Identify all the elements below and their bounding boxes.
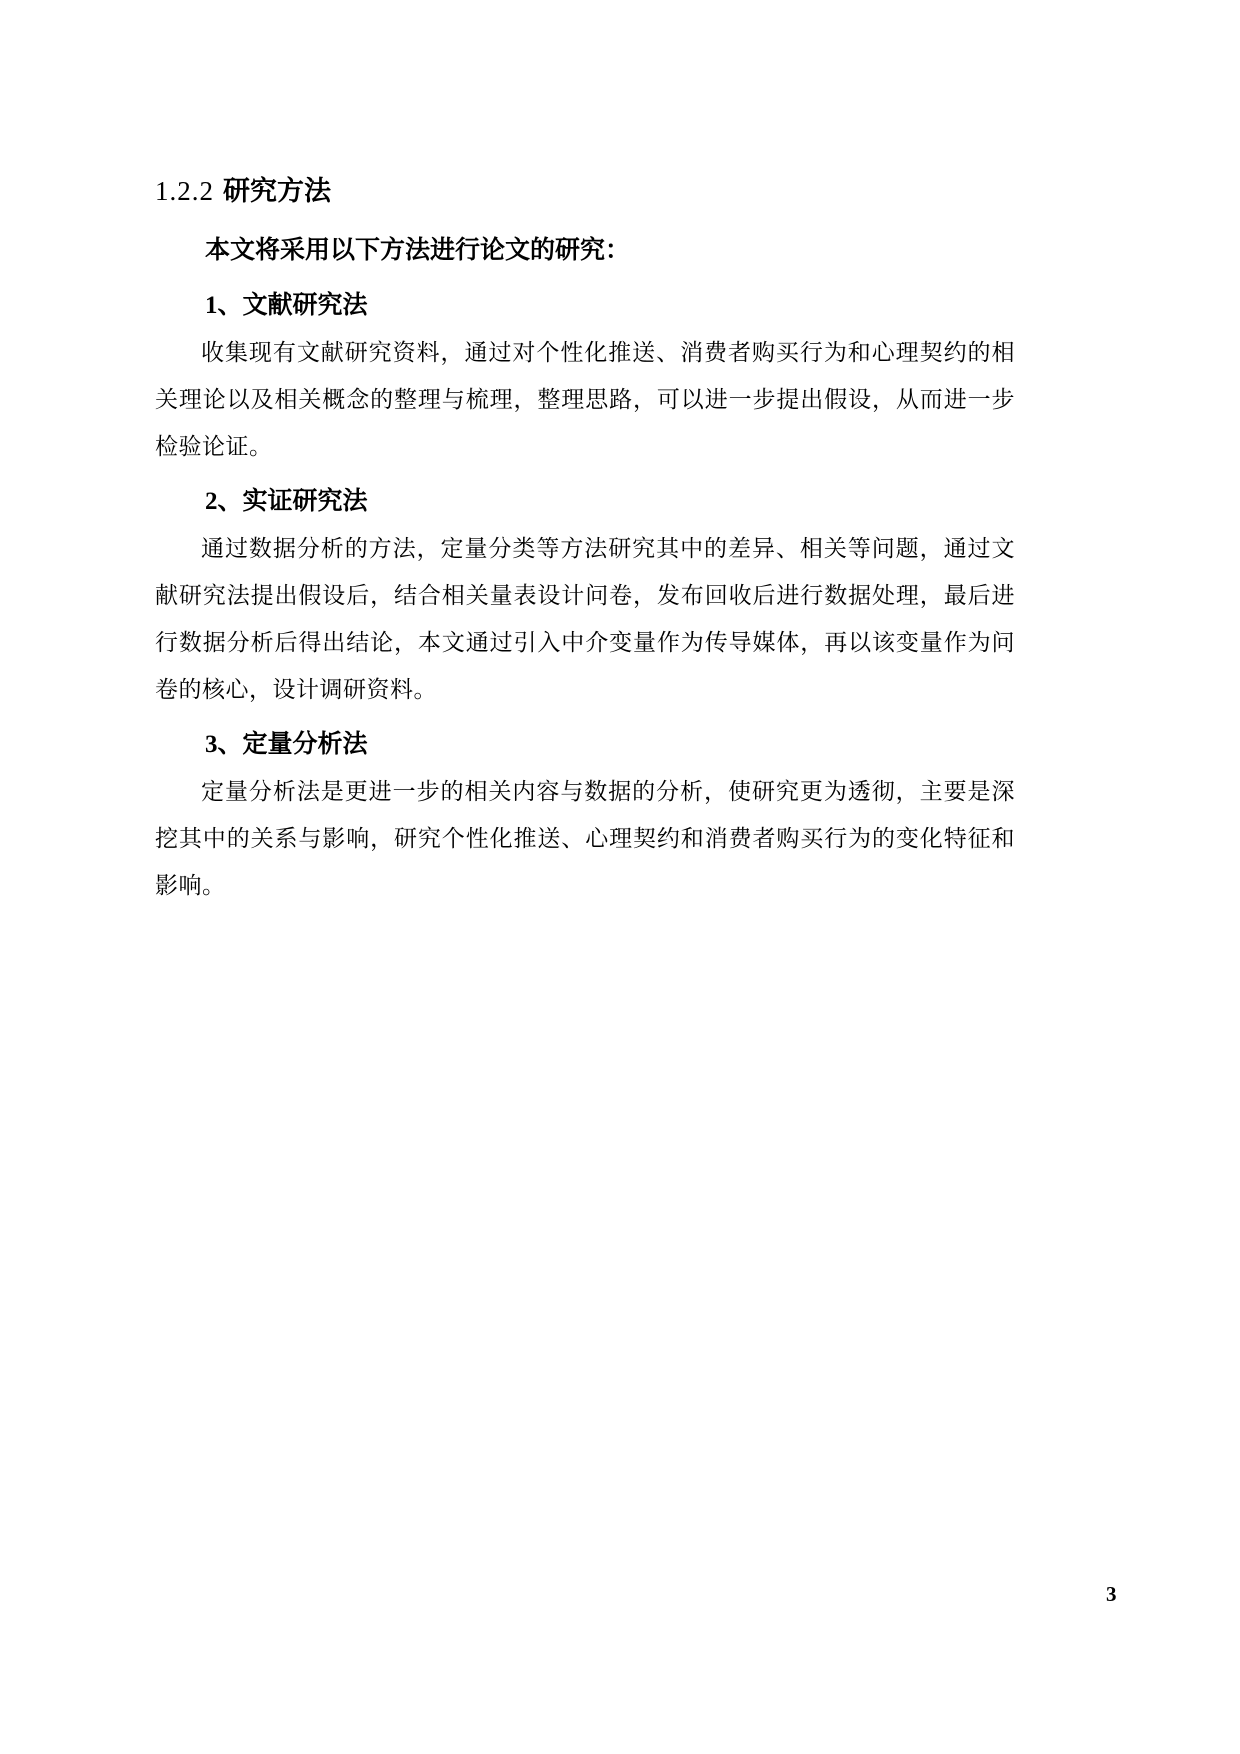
method-body-1: 收集现有文献研究资料，通过对个性化推送、消费者购买行为和心理契约的相关理论以及相关概念的整理与梳理，整理思路，可以进一步提出假设，从而进一步检验论证。 — [155, 340, 1015, 459]
method-title-2: 2、实证研究法 — [205, 488, 368, 515]
page-number: 3 — [1106, 1582, 1117, 1606]
section-heading-number: 1.2.2 — [155, 176, 214, 206]
section-intro: 本文将采用以下方法进行论文的研究： — [205, 237, 631, 264]
method-title-3: 3、定量分析法 — [205, 731, 368, 758]
method-title-1: 1、文献研究法 — [205, 292, 368, 319]
page-content — [155, 168, 1015, 909]
section-heading-title: 研究方法 — [223, 176, 331, 206]
section-heading — [155, 168, 1015, 215]
method-body-2: 通过数据分析的方法，定量分类等方法研究其中的差异、相关等问题，通过文献研究法提出假设后，结合相关量表设计问卷，发布回收后进行数据处理，最后进行数据分析后得出结论，本文通过引入中介变量作为传导媒体，再以该变量作为问卷的核心，设计调研资料。 — [155, 536, 1015, 702]
method-body-3: 定量分析法是更进一步的相关内容与数据的分析，使研究更为透彻，主要是深挖其中的关系与影响，研究个性化推送、心理契约和消费者购买行为的变化特征和影响。 — [155, 779, 1015, 898]
